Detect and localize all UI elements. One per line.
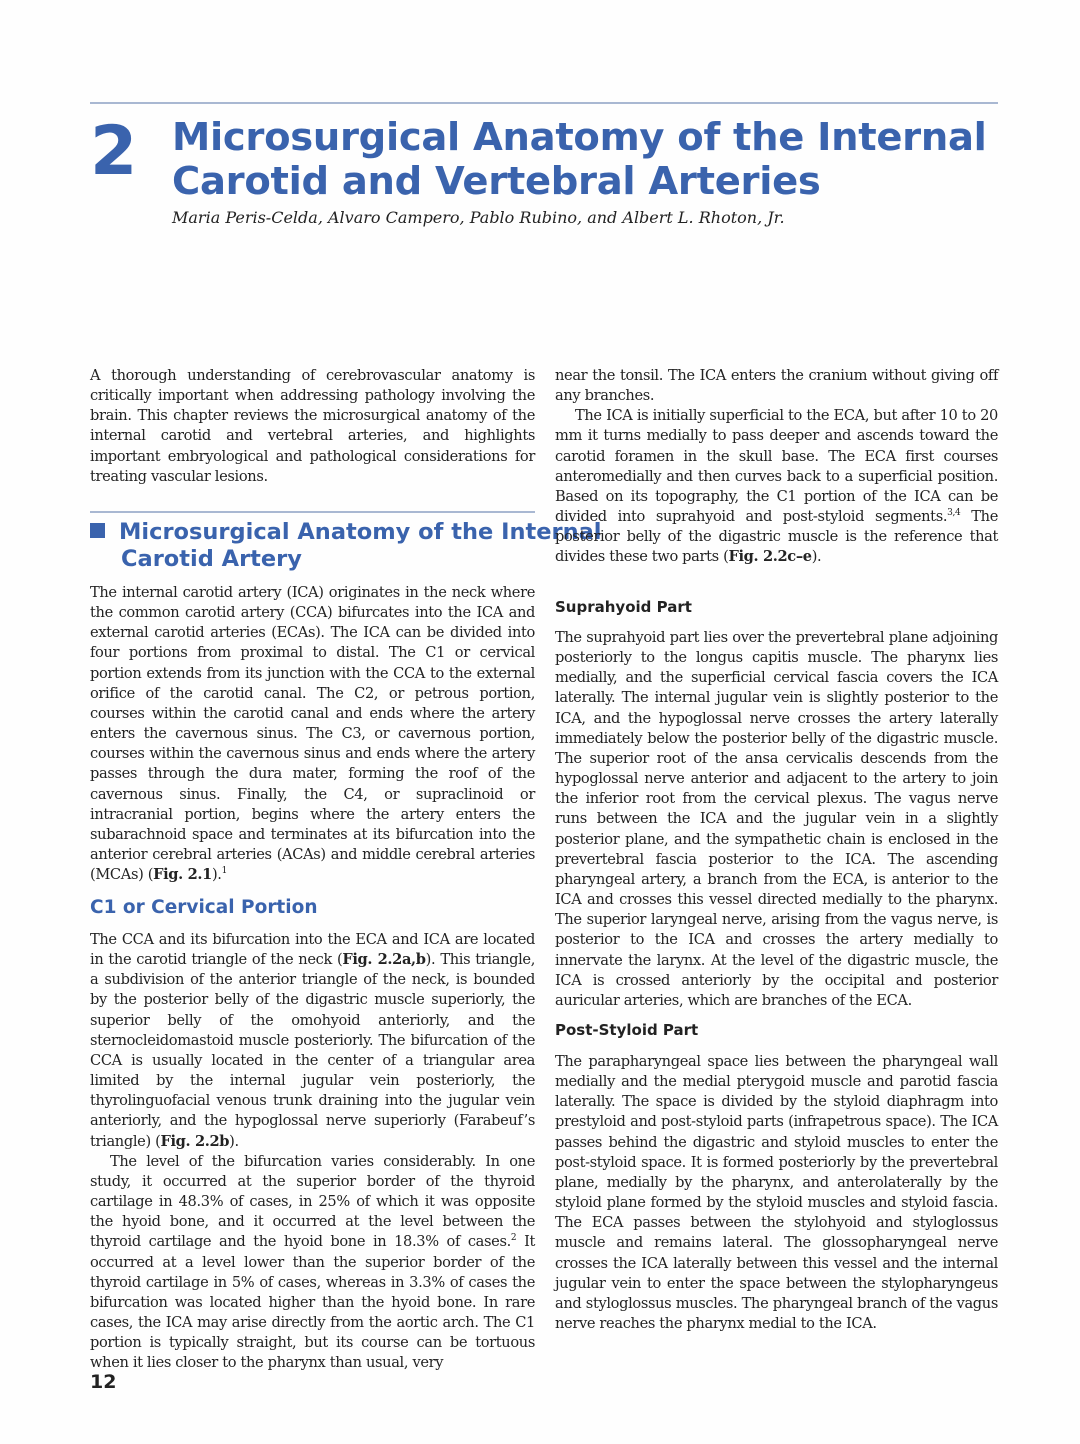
text-run: ). [211, 866, 222, 884]
section-rule [90, 511, 535, 513]
c1-body [90, 930, 535, 1373]
poststyloid-body [555, 1052, 998, 1334]
text-run: A thorough understanding of cerebrovascular anatomy is critically important when addressing pathology involving the brain. This chapter reviews the microsurgical anatomy of the internal carotid and vertebral arteries, and highlights important embryological and pathological considerations for treating vascular lesions. [90, 367, 535, 485]
text-run: ). This triangle, a subdivision of the anterior triangle of the neck, is bounded by the posterior belly of the digastric muscle superiorly, the superior belly of the omohyoid anteriorly, and the sternocleidomastoid muscle posteriorly. The bifurcation of the CCA is usually located in the center of a triangular area limited by the internal jugular vein posteriorly, the thyrolinguofacial venous trunk draining into the jugular vein anteriorly, and the hypoglossal nerve superiorly (Farabeuf’s triangle) ( [90, 951, 535, 1150]
chapter-number: 2 [90, 112, 138, 191]
poststyloid-heading: Post-Styloid Part [555, 1021, 699, 1039]
section-square-icon [90, 523, 105, 538]
text-run: It occurred at a level lower than the superior border of the thyroid cartilage in 5% of cases, whereas in 3.3% of cases the bifurcation was located higher than the hyoid bone. In rare cases, the ICA may arise directly from the aortic arch. The C1 portion is typically straight, but its course can be tortuous when it lies closer to the pharynx than usual, very [90, 1233, 536, 1372]
suprahyoid-body [555, 628, 998, 1011]
paragraph [555, 366, 998, 406]
text-run: The ICA is initially superficial to the ECA, but after 10 to 20 mm it turns medially to pass deeper and ascends toward the carotid foramen in the skull base. The ECA first courses anteromedially and then curves back to a superficial position. Based on its topography, the C1 portion of the ICA can be divided into suprahyoid and post-styloid segments. [555, 407, 998, 526]
paragraph [90, 930, 535, 1152]
text-run: The parapharyngeal space lies between the pharyngeal wall medially and the medial pterygoid muscle and parotid fascia laterally. The space is divided by the styloid diaphragm into prestyloid and post-styloid parts (infrapetrous space). The ICA passes behind the digastric and styloid muscles to enter the post-styloid space. It is formed posteriorly by the prevertebral plane, medially by the pharynx, and anterolaterally by the styloid plane formed by the styloid muscles and styloid fascia. The ECA passes between the stylohyoid and styloglossus muscle and remains lateral. The glossopharyngeal nerve crosses the ICA laterally between this vessel and the internal jugular vein to enter the space between the stylopharyngeus and styloglossus muscles. The pharyngeal branch of the vagus nerve reaches the pharynx medial to the ICA. [555, 1053, 998, 1333]
section-body [90, 583, 535, 885]
figure-reference: Fig. 2.2c–e [728, 548, 812, 566]
text-run: ). [229, 1132, 239, 1150]
intro-text [90, 366, 535, 487]
page-number: 12 [90, 1371, 117, 1393]
text-run: The suprahyoid part lies over the prevertebral plane adjoining posteriorly to the longus capitis muscle. The pharynx lies medially, and the superficial cervical fascia covers the ICA laterally. The internal jugular vein is slightly posterior to the ICA, and the hypoglossal nerve crosses the artery laterally immediately below the posterior belly of the digastric muscle. The superior root of the ansa cervicalis descends from the hypoglossal nerve anterior and adjacent to the artery to join the inferior root from the cervical plexus. The vagus nerve runs between the ICA and the jugular vein in a slightly posterior plane, and the sympathetic chain is enclosed in the prevertebral fascia posterior to the ICA. The ascending pharyngeal artery, a branch from the ECA, is anterior to the ICA and crosses this vessel directed medially to the pharynx. The superior laryngeal nerve, arising from the vagus nerve, is posterior to the ICA and crosses the artery medially to innervate the larynx. At the level of the digastric muscle, the ICA is crossed anteriorly by the occipital and posterior auricular arteries, which are branches of the ECA. [555, 629, 998, 1009]
citation-superscript: 2 [510, 1233, 517, 1244]
text-run: The internal carotid artery (ICA) originates in the neck where the common carotid artery (CCA) bifurcates into the ICA and external carotid arteries (ECAs). The ICA can be divided into four portions from proximal to distal. The C1 or cervical portion extends from its junction with the CCA to the external orifice of the carotid canal. The C2, or petrous portion, courses within the carotid canal and ends where the artery enters the cavernous sinus. The C3, or cavernous portion, courses within the cavernous sinus and ends where the artery passes through the dura mater, forming the roof of the cavernous sinus. Finally, the C4, or supraclinoid or intracranial portion, begins where the artery enters the subarachnoid space and terminates at its bifurcation into the anterior cerebral arteries (ACAs) and middle cerebral arteries (MCAs) ( [90, 584, 535, 884]
text-run: ). [811, 548, 822, 566]
right-top-body [555, 366, 998, 568]
suprahyoid-heading: Suprahyoid Part [555, 598, 692, 616]
paragraph [90, 366, 535, 487]
paragraph [555, 628, 998, 1011]
figure-reference: Fig. 2.2a,b [342, 951, 426, 969]
paragraph [90, 583, 535, 885]
section-heading-line1: Microsurgical Anatomy of the Internal [119, 519, 602, 545]
text-run: The level of the bifurcation varies considerably. In one study, it occurred at the superior border of the thyroid cartilage in 48.3% of cases, in 25% of which it was opposite the hyoid bone, and it occurred at the level between the thyroid cartilage and the hyoid bone in 18.3% of cases. [90, 1152, 535, 1251]
chapter-title-line2: Carotid and Vertebral Arteries [172, 159, 821, 204]
figure-reference: Fig. 2.2b [160, 1132, 230, 1150]
chapter-title-line1: Microsurgical Anatomy of the Internal [172, 115, 987, 160]
citation-superscript: 1 [221, 866, 227, 877]
paragraph [555, 1052, 998, 1334]
chapter-authors: Maria Peris-Celda, Alvaro Campero, Pablo Rubino, and Albert L. Rhoton, Jr. [172, 208, 785, 227]
chapter-title [172, 116, 987, 204]
text-run: The CCA and its bifurcation into the ECA and ICA are located in the carotid triangle of the neck ( [90, 931, 535, 969]
text-run: The posterior belly of the digastric muscle is the reference that divides these two parts ( [555, 508, 998, 566]
citation-superscript: 3,4 [947, 508, 961, 519]
section-heading-line2: Carotid Artery [121, 546, 302, 572]
header-rule [90, 102, 998, 104]
paragraph [555, 406, 998, 567]
figure-reference: Fig. 2.1 [153, 866, 212, 884]
paragraph [90, 1152, 535, 1374]
text-run: near the tonsil. The ICA enters the cranium without giving off any branches. [555, 367, 998, 405]
c1-heading: C1 or Cervical Portion [90, 897, 318, 918]
section-heading [90, 519, 602, 573]
